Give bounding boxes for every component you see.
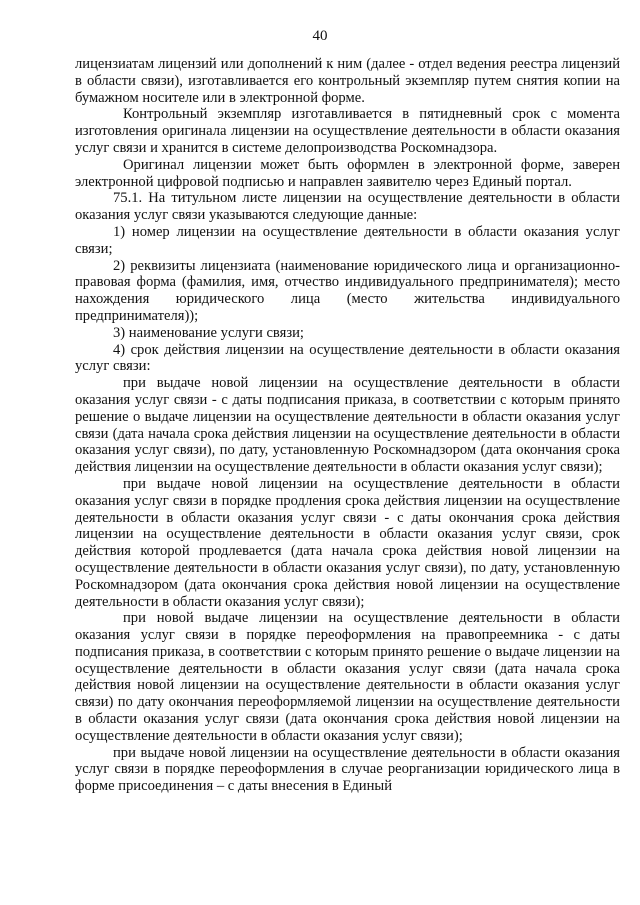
- paragraph: 4) срок действия лицензии на осуществление деятельности в области оказания услуг связи:: [75, 341, 620, 375]
- paragraph: 3) наименование услуги связи;: [113, 324, 304, 341]
- paragraph: 2) реквизиты лицензиата (наименование юридического лица и организационно-правовая форма (фамилия, имя, отчество индивидуального предпринимателя); место нахождения юридического лица (место жительства индивидуального предпринимателя));: [75, 257, 620, 324]
- document-body: [75, 56, 620, 795]
- paragraph: лицензиатам лицензий или дополнений к ним (далее - отдел ведения реестра лицензий в области связи), изготавливается его контрольный экземпляр путем снятия копии на бумажном носителе или в электронной форме.: [75, 56, 620, 106]
- paragraph: при выдаче новой лицензии на осуществление деятельности в области оказания услуг связи в порядке переоформления в случае реорганизации юридического лица в форме присоединения – с даты внесения в Единый: [75, 744, 620, 795]
- paragraph: Контрольный экземпляр изготавливается в пятидневный срок с момента изготовления оригинала лицензии на осуществление деятельности в области оказания услуг связи и хранится в системе делопроизводства Роскомнадзора.: [75, 106, 620, 156]
- paragraph: при новой выдаче лицензии на осуществление деятельности в области оказания услуг связи в порядке переоформления на правопреемника - с даты подписания приказа, в соответствии с которым принято решение о выдаче лицензии на осуществление деятельности в области оказания услуг связи (дата начала срока действия новой лицензии на осуществление деятельности в области оказания услуг связи) по дату окончания переоформляемой лицензии на осуществление деятельности в области оказания услуг связи (дата окончания срока действия новой лицензии на осуществление деятельности в области оказания услуг связи);: [75, 610, 620, 744]
- page-number: 40: [312, 28, 328, 44]
- paragraph: 75.1. На титульном листе лицензии на осуществление деятельности в области оказания услуг связи указываются следующие данные:: [75, 190, 620, 224]
- paragraph: при выдаче новой лицензии на осуществление деятельности в области оказания услуг связи - с даты подписания приказа, в соответствии с которым принято решение о выдаче лицензии на осуществление деятельности в области оказания услуг связи (дата начала срока действия лицензии на осуществление деятельности в области оказания услуг связи), по дату, установленную Роскомнадзором (дата окончания срока действия лицензии на осуществление деятельности в области оказания услуг связи);: [75, 375, 620, 476]
- paragraph: Оригинал лицензии может быть оформлен в электронной форме, заверен электронной цифровой подписью и направлен заявителю через Единый портал.: [75, 156, 620, 190]
- paragraph: при выдаче новой лицензии на осуществление деятельности в области оказания услуг связи в порядке продления срока действия лицензии на осуществление деятельности в области оказания услуг связи - с даты окончания срока действия лицензии на осуществление деятельности в области оказания услуг связи, срок действия которой продлевается (дата начала срока действия новой лицензии на осуществление деятельности в области оказания услуг связи), по дату, установленную Роскомнадзором (дата окончания срока действия новой лицензии на осуществление деятельности в области оказания услуг связи);: [75, 475, 620, 610]
- paragraph: 1) номер лицензии на осуществление деятельности в области оказания услуг связи;: [75, 223, 620, 257]
